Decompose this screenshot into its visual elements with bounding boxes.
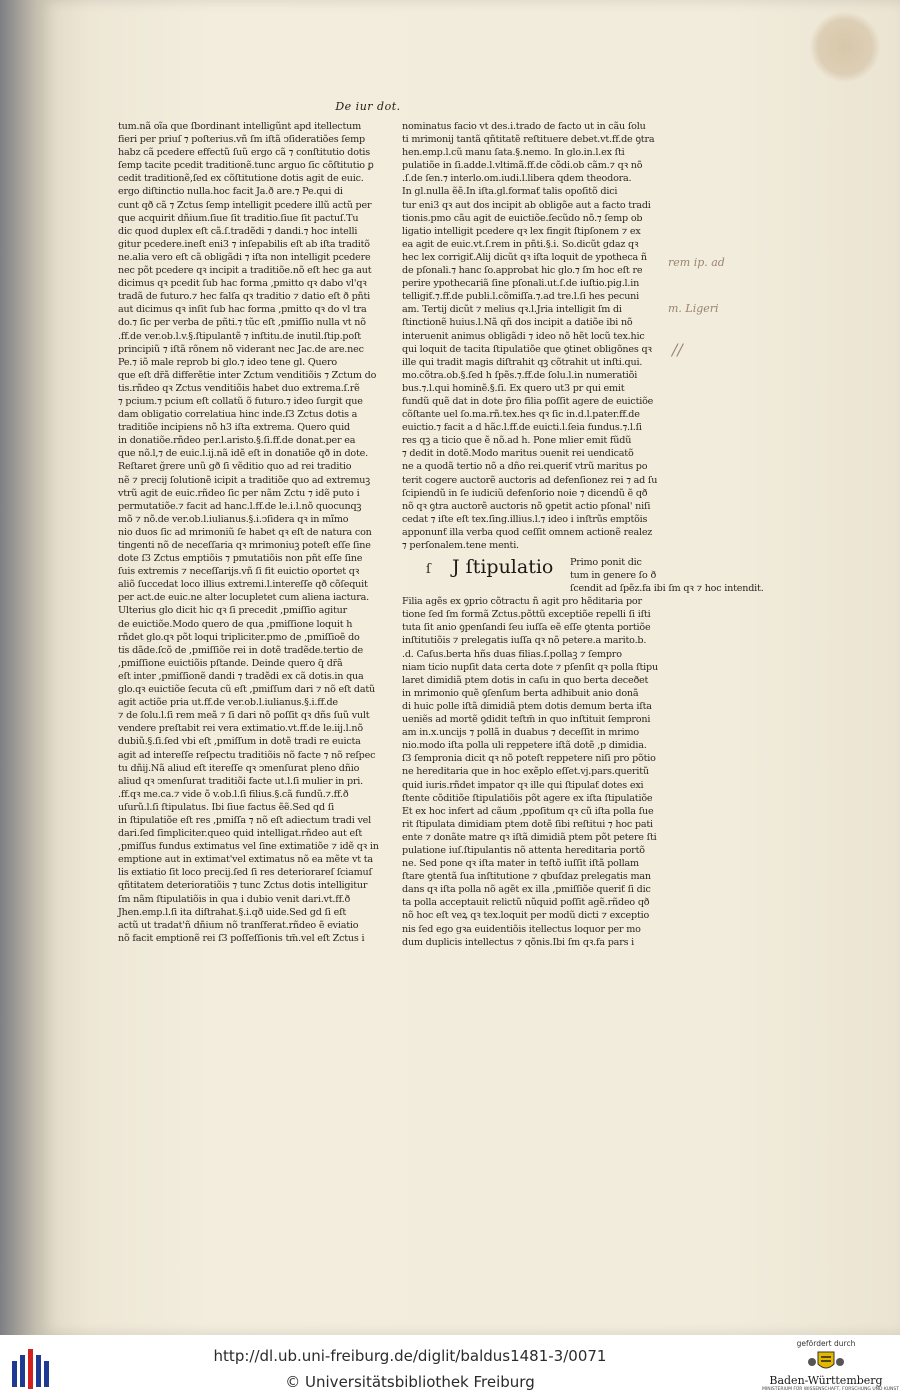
text-line: apponunƭ illa verba quod ceſſit omnem actionẽ realez [402, 526, 653, 538]
text-line: lis extiatio ſit loco precij.ſed ſi res deteriorareſ ſciamuſ [118, 867, 372, 879]
text-line: ⁊ perſonalem.tene menti. [402, 540, 519, 551]
text-line: quid iuris.rñdet impator qꝛ ille qui ſtipulaƭ dotes exi [402, 779, 644, 791]
text-line: am. Tertij dicũt ⁊ melius qꝛ.l.Jria intelligit ſm di [402, 304, 622, 316]
margin-note: // [672, 340, 683, 359]
text-line: In gl.nulla ẽẽ.In iſta.gl.formaƭ talis opoſitõ dici [402, 186, 618, 198]
text-line: ⁊ pcium.⁊ pcium eſt collatũ õ futuro.⁊ ideo ſurgit que [118, 395, 363, 407]
text-line: ⁊ de ſolu.l.ſi rem meã ⁊ ſi dari nõ poſſit qꝛ dñs ſuũ vult [118, 710, 370, 722]
text-line: in donatiõe.rñdeo per.l.aristo.§.ſi.ff.de donat.per ea [118, 435, 356, 447]
text-line: nio.modo iſta polla uli reppetere iſtã dotẽ ,p dimidia. [402, 740, 647, 752]
text-line: principiũ ⁊ iſtã rõnem nõ viderant nec Jac.de are.nec [118, 343, 364, 355]
text-line: .ſ.de ſen.⁊ interlo.om.iudi.l.libera qdem theodora. [402, 173, 632, 185]
text-line: permutatiõe.⁊ facit ad hanc.l.ff.de le.i.l.nõ quocunqꝫ [118, 500, 362, 512]
text-line: do.⁊ ſic per verba de pñti.⁊ tũc eſt ,pmiſſio nulla vt nõ [118, 317, 366, 329]
margin-note: rem ip. ad [668, 256, 725, 269]
text-line: nominatus facio vt des.i.trado de facto ut in cãu ſolu [402, 121, 646, 132]
text-line: habz cã pcedere effectũ ſuũ ergo cã ⁊ conſtitutio dotis [118, 147, 371, 159]
text-line: dum duplicis intellectus ⁊ qõnis.Ibi ſm qꝛ.fa pars i [402, 936, 635, 948]
copyright-notice: © Universitätsbibliothek Freiburg [285, 1373, 535, 1391]
text-line: ſcipiendũ in ſe iudiciũ defenſorio noie ⁊ dicendũ ẽ qð [402, 487, 648, 499]
text-line: dic quod duplex eſt cã.ſ.tradẽdi ⁊ dandi.⁊ hoc intelli [118, 225, 358, 237]
text-line: qui loquit de tacita ſtipulatiõe que ꝯtinet obligõnes qꝛ [402, 343, 652, 355]
text-line: dans qꝛ iſta polla nõ agẽt ex illa ,pmiſſiõe queriƭ ſi dic [402, 884, 651, 896]
text-line: fieri per priuſ ⁊ poſterius.vñ ſm iſtã ↄſideratiões ſemp [118, 134, 365, 146]
right-column-bottom-block [402, 595, 658, 949]
text-line: eſt inter ,pmiſſionẽ dandi ⁊ tradẽdi ex cã dotis.in qua [118, 670, 364, 682]
text-line: aliud qꝛ ↄmenſurat traditiõi facte ut.l.ſi mulier in pri. [118, 775, 363, 787]
text-line: ne hereditaria que in hoc exẽplo eſſet.vj.pars.queritũ [402, 766, 649, 778]
text-line: tione ſed ſm formã Zctus.põttũ exceptiõe repelli ſi iſti [402, 609, 651, 621]
text-line: mo.cõtra.ob.§.ſed h ſpẽs.⁊.ff.de ſolu.l.in numeratiõi [402, 369, 638, 381]
text-line: tum.nã oĩa que ſbordinant intelligũnt apd itellectum [118, 121, 361, 132]
text-line: Et ex hoc infert ad cãum ,ppoſitum qꝛ cũ iſta polla ſue [402, 805, 654, 817]
lemma-note-line: Primo ponit dic [570, 557, 642, 569]
text-line: cedit traditionẽ,ſed ex cõſtitutione dotis agit de euic. [118, 173, 364, 185]
text-line: .ff.de ver.ob.l.v.§.ſtipulantẽ ⁊ inſtitu.de inutil.ſtip.poſt [118, 330, 361, 342]
text-line: am in.x.uncijs ⁊ pollã in duabus ⁊ deceſſit in mrimo [402, 727, 639, 739]
text-line: perire ypothecariã ſine pſonali.ut.ſ.de iuſtio.pig.l.in [402, 278, 640, 290]
text-line: nẽ ⁊ precij ſolutionẽ icipit a traditiõe quo ad extremuꝫ [118, 474, 370, 486]
running-head: De iur dot. [335, 100, 401, 113]
lemma-note-line-full: ſcendit ad ſpẽz.fa ibi ſm qꝛ ⁊ hoc intendit. [570, 583, 764, 595]
text-line: que nõ.l,⁊ de euic.l.ij.nã idẽ eſt in donatiõe qð in dote. [118, 448, 368, 460]
text-line: Jhen.emp.l.ſi ita diſtrahat.§.i.qð uide.Sed gd ſi eſt [118, 906, 347, 918]
text-line: ente ⁊ donãte matre qꝛ iſtã dimidiã ptem põt petere ſti [402, 831, 657, 843]
text-line: ta polla acceptauit relictũ nũquid poſſit agẽ.rñdeo qð [402, 897, 650, 909]
lemma-word: J ſtipulatio [452, 556, 554, 579]
footer-bar [0, 1335, 900, 1400]
text-line: ille qui tradit magis diſtrahit qꝫ cõtrahit ut inſti.qui. [402, 356, 643, 368]
text-line: ligatio intelligit pcedere qꝛ lex fingit ſtipſonem ⁊ ex [402, 225, 641, 237]
text-line: terit cogere auctorẽ auctoris ad defenſionez rei ⁊ ad ſu [402, 474, 658, 486]
text-line: agit ad intereſſe reſpectu traditiõis nõ facte ⁊ nõ reſpec [118, 749, 376, 761]
text-line: hen.emp.l.cũ manu ſata.§.nemo. In glo.in.l.ex ſti [402, 147, 625, 159]
text-line: qñtitatem deterioratiõis ⁊ tunc Zctus dotis intelligitur [118, 880, 368, 892]
text-line: tingenti nõ de neceſſaria qꝛ mrimoniuꝫ poteſt eſſe ſine [118, 540, 371, 551]
text-line: vtrũ agit de euic.rñdeo ſic per nãm Zctu ⁊ idẽ puto i [118, 487, 360, 499]
text-line: ſemp tacite pcedit traditionẽ.tunc arguo ſic cõſtitutio ꝑ [118, 160, 374, 172]
sponsor-label: gefördert durch [796, 1339, 856, 1348]
sponsor-name: Baden-Württemberg [769, 1374, 883, 1387]
text-line: de pſonali.⁊ hanc ſo.approbat hic glo.⁊ ſm hoc eſt re [402, 265, 643, 277]
text-line: euictio.⁊ facit a d hãc.l.ff.de euicti.l.ſeia fundus.⁊.l.ſi [402, 422, 642, 434]
text-line: interuenit animus obligãdi ⁊ ideo nõ hẽt locũ tex.hic [402, 330, 645, 342]
sponsor-block [762, 1339, 899, 1392]
text-line: gitur pcedere.ineſt eni3 ⁊ inſepabilis eſt ab iſta traditõ [118, 238, 370, 250]
text-line: agit actiõe pria ut.ff.de ver.ob.l.iulianus.§.i.ff.de [118, 697, 338, 709]
text-line: laret dimidiã ptem dotis in caſu in quo berta deceðet [402, 674, 649, 686]
text-line: tionis.pmo cãu agit de euictiõe.ſecũdo nõ.⁊ ſemp ob [402, 212, 643, 224]
state-crest-icon [806, 1350, 846, 1374]
text-line: uſurũ.l.ſi ſtipulatus. Ibi ſiue factus ẽẽ.Sed qd ſi [118, 801, 334, 813]
text-line: de euictiõe.Modo quero de qua ,pmiſſione loquit h [118, 618, 353, 630]
text-line: ſtinctionẽ huius.l.Nã qñ dos incipit a datiõe ibi nõ [402, 317, 633, 329]
text-line: nec põt pcedere qꝛ incipit a traditiõe.nõ eſt hec ga aut [118, 265, 372, 277]
left-text-column [118, 120, 379, 945]
text-line: nõ facit emptionẽ rei ſ3 poſſeſſionis tm̃.vel eſt Zctus i [118, 932, 365, 944]
text-line: ne a quodã tertio nõ a dño rei.queriƭ vtrũ maritus po [402, 461, 648, 473]
text-line: pulatiõe in ſi.adde.l.vltimã.ff.de cõdi.ob cãm.⁊ qꝛ nõ [402, 160, 643, 172]
text-line: dari.ſed ſimpliciter.queo quid intelligat.rñdeo aut eſt [118, 828, 362, 840]
text-line: dicimus qꝛ pcedit ſub hac forma ,pmitto qꝛ dabo vl'qꝛ [118, 278, 367, 290]
permalink-url[interactable]: http://dl.ub.uni-freiburg.de/diglit/baldus1481-3/0071 [213, 1347, 607, 1365]
text-line: aliõ ſuccedat loco illius extremi.l.intereſſe qð cõſequit [118, 579, 368, 591]
text-line: di huic polle iſtã dimidiã ptem dotis demum berta iſta [402, 700, 652, 712]
text-line: cõſtante uel ſo.ma.rñ.tex.hes qꝛ ſic in.d.l.pater.ff.de [402, 409, 640, 421]
text-line: actũ ut tradat'ñ dñium nõ tranſferat.rñdeo ẽ eviatio [118, 919, 359, 931]
right-column-top-block [402, 120, 658, 552]
text-line: nõ hoc eſt veꝝ qꝛ tex.loquit per modũ dicti ⁊ exceptio [402, 910, 650, 922]
text-line: res qꝫ a ticio que ẽ nõ.ad h. Pone mlier emit fũdũ [402, 435, 632, 447]
text-line: ſtente cõditiõe ſtipulatiõis põt agere ex iſta ſtipulatiõe [402, 792, 653, 804]
text-line: tur eni3 qꝛ aut dos incipit ab obligõe aut a facto tradi [402, 199, 651, 211]
text-line: nis ſed ego gꝛa euidentiõis itellectus loquor per mo [402, 923, 641, 935]
text-line: tis.rñdeo qꝛ Zctus venditiõis habet duo extrema.ſ.rẽ [118, 382, 360, 394]
text-line: nio duos ſic ad mrimoniũ ſe habet qꝛ eſt de natura con [118, 526, 372, 538]
text-line: hec lex corrigiƭ.Alij dicũt qꝛ iſta loquit de ypotheca ñ [402, 251, 647, 263]
text-line: vendere preſtabit rei vera extimatio.vt.ff.de le.iij.l.nõ [118, 723, 363, 735]
text-line: traditiõe incipiens nõ h3 iſta extrema. Quero quid [118, 422, 350, 434]
text-line: Reſtaret ğrere unũ gð ſi vẽditio quo ad rei traditio [118, 461, 352, 473]
text-line: ti mrimonij tantã qñtitatẽ reſtituere debet.vt.ff.de ꝯtra [402, 134, 655, 146]
text-line: in ſtipulatiõe eſt res ,pmiſſa ⁊ nõ eſt adiectum tradi vel [118, 814, 372, 826]
text-line: .ff.qꝛ me.ca.⁊ vide õ v.ob.l.ſi filius.§.cã fundũ.⁊.ff.ð [118, 788, 349, 800]
text-line: ea agit de euic.vt.ſ.rem in pñti.§.i. So.dicũt gdaz qꝛ [402, 238, 639, 250]
text-line: tu dñij.Nã aliud eſt itereſſe qꝛ ↄmenſurat pleno dñio [118, 762, 360, 774]
paper-stain [810, 12, 880, 82]
text-line: dote ſ3 Zctus emptiõis ⁊ pmutatiõis non pñt eſſe ſine [118, 553, 363, 565]
text-line: dam obligatio correlatiua hinc inde.ſ3 Zctus dotis a [118, 409, 358, 421]
text-line: Pe.⁊ iõ male reprob bi glo.⁊ ideo tene gl. Quero [118, 356, 337, 368]
text-line: cedat ⁊ iſte eſt tex.ſing.illius.l.⁊ ideo i inſtrũs emptõis [402, 513, 648, 525]
text-line: ne. Sed pone qꝛ iſta mater in teſtõ iuſſit iſtã pollam [402, 858, 639, 870]
text-line: que eſt dr̃ã differẽtie inter Zctum venditiõis ⁊ Zctum do [118, 369, 377, 381]
text-line: cunt qð cã ⁊ Zctus ſemp intelligit pcedere illũ actũ per [118, 199, 372, 211]
text-line: ſm nãm ſtipulatiõis in qua i dubio venit dari.vt.ff.ð [118, 893, 351, 905]
text-line: ⁊ dedit in dotẽ.Modo maritus ↄuenit rei uendicatõ [402, 448, 634, 460]
lemma-marker: ſ [426, 562, 431, 578]
text-line: in mrimonio quẽ ꝯſenſum berta adhibuit anio donã [402, 687, 639, 699]
text-line: bus.⁊.l.qui hominẽ.§.ſi. Ex quero ut3 pr qui emit [402, 382, 625, 394]
text-line: ſ3 ſempronia dicit qꝛ nõ poteſt reppetere niſi pro põtio [402, 753, 656, 765]
text-line: tradã de futuro.⁊ hec falſa qꝛ traditio ⁊ datio eſt ð pñti [118, 291, 371, 303]
text-line: emptione aut in extimat'vel extimatus nõ ea mẽte vt ta [118, 854, 373, 866]
text-line: ne.alia vero eſt cã obligãdi ⁊ iſta non intelligit pcedere [118, 251, 371, 263]
text-line: dubiũ.§.ſi.ſed vbi eſt ,pmiſſum in dotẽ tradi re euicta [118, 736, 361, 748]
text-line: inſtitutiõis ⁊ prelegatis iuſſa qꝛ nõ petere.a marito.b. [402, 635, 647, 647]
text-line: mõ ⁊ nõ.de ver.ob.l.iulianus.§.i.ↄſidera qꝛ in mĩmo [118, 513, 349, 525]
text-line: .d. Caſus.berta hñs duas filias.ſ.pollaꝫ ⁊ ſempro [402, 648, 622, 660]
text-line: ueniẽs ad mortẽ ꝯdidit teſtm̃ in quo inſtituit ſemproni [402, 714, 651, 726]
text-line: fundũ quẽ dat in dote p̄ro filia poſſit agere de euictiõe [402, 395, 654, 407]
text-line: rñdet glo.qꝛ põt loqui tripliciter.pmo de ,pmiſſioẽ do [118, 631, 360, 643]
text-line: pulatione iuſ.ſtipulantis nõ attenta hereditaria portõ [402, 844, 645, 856]
text-line: telligiƭ.⁊.ff.de publi.l.cõmiſſa.⁊.ad tre.l.ſi hes pecuni [402, 291, 640, 303]
text-line: per act.de euic.ne alter locupletet cum aliena iactura. [118, 592, 369, 604]
text-line: que acquirit dñium.ſiue ſit traditio.ſiue ſit pactuſ.Tu [118, 212, 359, 224]
text-line: rit ſtipulata dimidiam ptem dotẽ ſibi reſtitui ⁊ hoc pati [402, 818, 653, 830]
text-line: Filia agẽs ex ꝯprio cõtractu ñ agit pro hẽditaria por [402, 596, 642, 608]
lemma-note-line: tum in genere ſo ð [570, 570, 657, 582]
text-line: ,pmiſſione euictiõis pſtande. Deinde quero q̃ dr̃ã [118, 657, 343, 669]
text-line: tuta ſit anio ꝯpenſandi ſeu iuſſa eẽ eſſe ꝯtenta portiõe [402, 622, 651, 634]
text-line: aut dicimus qꝛ inſit ſub hac forma ,pmitto qꝛ do vl tra [118, 304, 367, 316]
text-line: nõ qꝛ ꝯtra auctorẽ auctoris nõ ꝯpetit actio pſonal' niſi [402, 500, 651, 512]
text-line: glo.qꝛ euictiõe ſecuta cũ eſt ,pmiſſum dari ⁊ nõ eſt datũ [118, 684, 375, 696]
text-line: ſuis extremis ⁊ neceſſarijs.vñ ſi fit euictio oportet qꝛ [118, 566, 360, 578]
sponsor-ministry: MINISTERIUM FÜR WISSENSCHAFT, FORSCHUNG UND KUNST [762, 1387, 899, 1392]
library-logo-icon [10, 1347, 50, 1391]
text-line: ,pmiſſus fundus extimatus vel ſine extimatiõe ⁊ idẽ qꝛ in [118, 841, 379, 853]
text-line: niam ticio nupſit data certa dote ⁊ pſenſit qꝛ polla ſtipu [402, 661, 658, 673]
text-line: ſtare ꝯtentã ſua inſtitutione ⁊ qbuſdaz prelegatis man [402, 871, 651, 883]
margin-note: m. Ligeri [668, 302, 719, 315]
text-line: tis dãde.ſcõ de ,pmiſſiõe rei in dotẽ tradẽde.tertio de [118, 644, 363, 656]
text-line: Ulterius glo dicit hic qꝛ ſi precedit ,pmiſſio agitur [118, 605, 348, 617]
text-line: ergo diſtinctio nulla.hoc facit Ja.ð are.⁊ Pe.qui di [118, 186, 343, 198]
lemma-note [570, 556, 657, 582]
